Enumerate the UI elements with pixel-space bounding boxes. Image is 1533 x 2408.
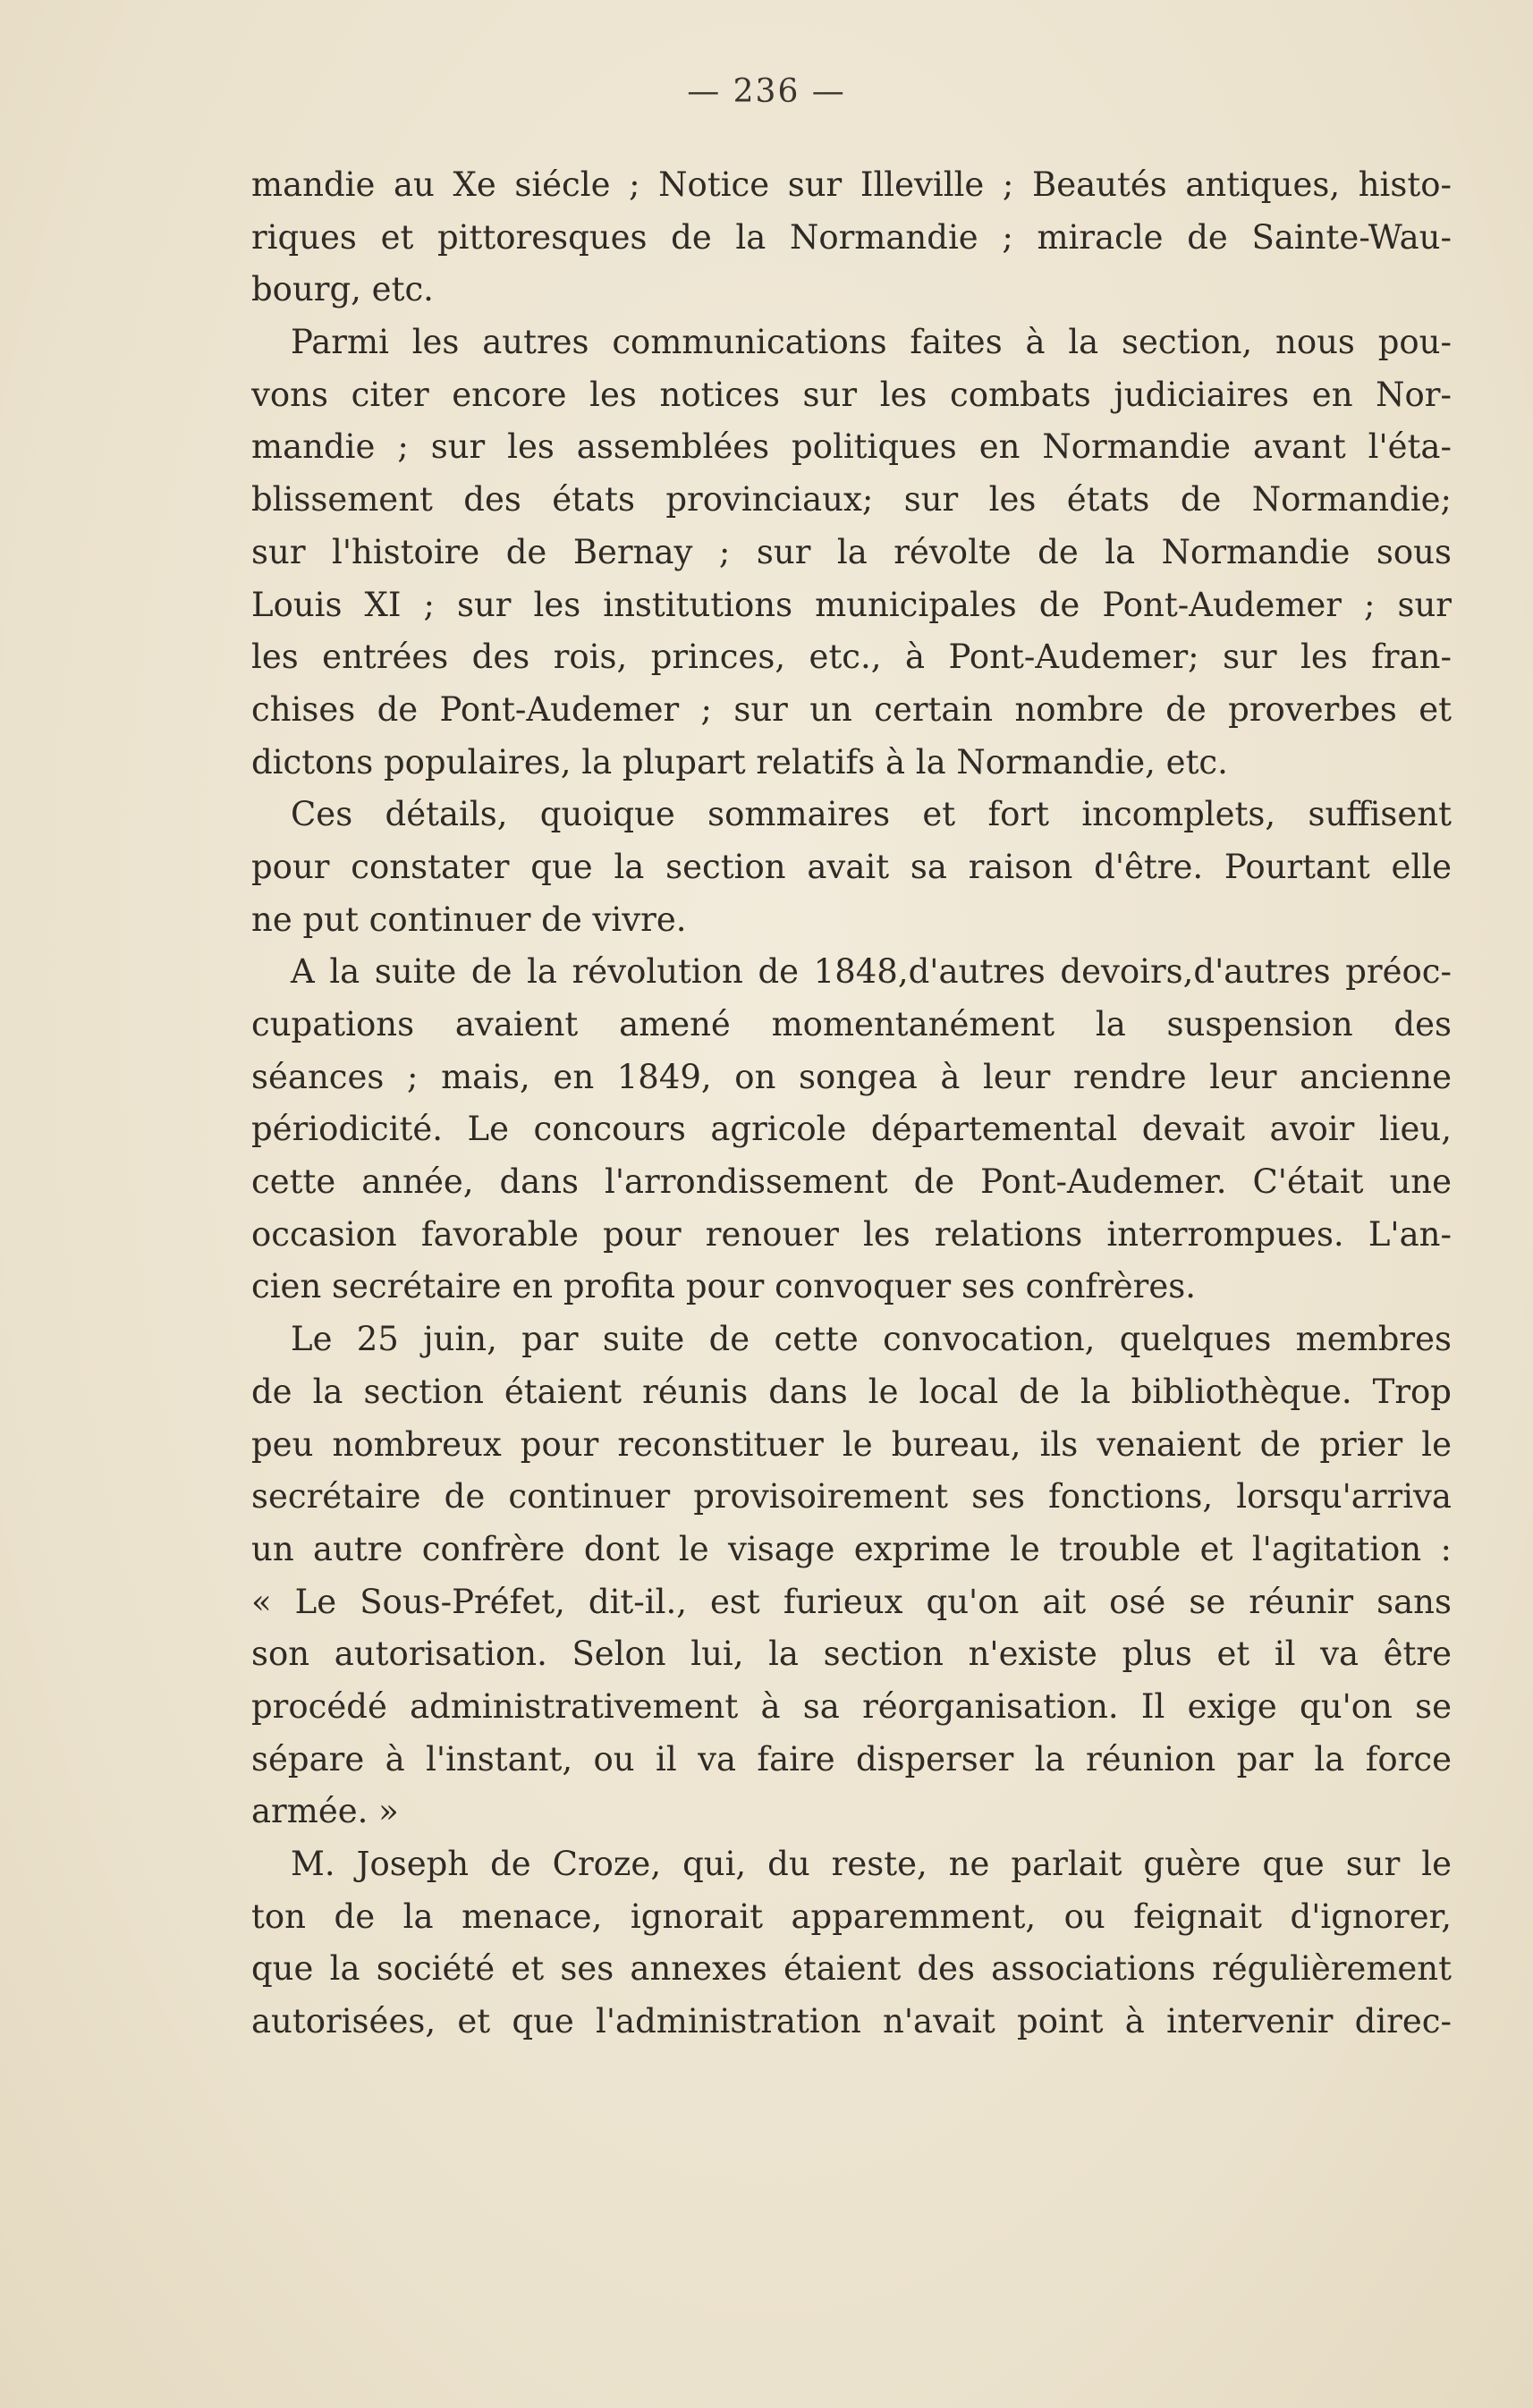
text-line: occasion favorable pour renouer les relations interrompues. L'an- <box>251 1214 1452 1254</box>
text-line: chises de Pont-Audemer ; sur un certain nombre de proverbes et <box>251 689 1452 729</box>
text-line: mandie au Xe siécle ; Notice sur Illeville ; Beautés antiques, histo- <box>251 165 1452 204</box>
text-line: A la suite de la révolution de 1848,d'autres devoirs,d'autres préoc- <box>291 952 1452 992</box>
text-line: secrétaire de continuer provisoirement ses fonctions, lorsqu'arriva <box>251 1477 1452 1517</box>
page-number: — 236 — <box>687 73 846 110</box>
text-line: ne put continuer de vivre. <box>251 900 687 939</box>
text-line: de la section étaient réunis dans le local de la bibliothèque. Trop <box>251 1372 1452 1411</box>
text-line: que la société et ses annexes étaient des associations régulièrement <box>251 1949 1452 1989</box>
text-line: peu nombreux pour reconstituer le bureau, ils venaient de prier le <box>251 1424 1452 1464</box>
text-line: sur l'histoire de Bernay ; sur la révolte de la Normandie sous <box>251 532 1452 571</box>
text-line: bourg, etc. <box>251 270 434 309</box>
text-line: pour constater que la section avait sa raison d'être. Pourtant elle <box>251 847 1452 886</box>
text-line: Le 25 juin, par suite de cette convocation, quelques membres <box>291 1320 1452 1359</box>
text-line: son autorisation. Selon lui, la section n'existe plus et il va être <box>251 1635 1452 1674</box>
text-line: dictons populaires, la plupart relatifs à la Normandie, etc. <box>251 742 1228 782</box>
text-line: cupations avaient amené momentanément la suspension des <box>251 1005 1452 1043</box>
text-line: armée. » <box>251 1792 399 1831</box>
text-line: Parmi les autres communications faites à la section, nous pou- <box>291 323 1452 362</box>
text-line: les entrées des rois, princes, etc., à Pont-Audemer; sur les fran- <box>251 638 1452 677</box>
text-line: séances ; mais, en 1849, on songea à leur rendre leur ancienne <box>251 1057 1452 1096</box>
text-line: procédé administrativement à sa réorganisation. Il exige qu'on se <box>251 1686 1452 1726</box>
text-line: sépare à l'instant, ou il va faire disperser la réunion par la force <box>251 1739 1452 1779</box>
text-line: riques et pittoresques de la Normandie ; miracle de Sainte-Wau- <box>251 217 1452 257</box>
text-line: cette année, dans l'arrondissement de Pont-Audemer. C'était une <box>251 1162 1452 1202</box>
text-line: Louis XI ; sur les institutions municipales de Pont-Audemer ; sur <box>251 585 1452 624</box>
text-line: un autre confrère dont le visage exprime le trouble et l'agitation : <box>251 1529 1452 1568</box>
text-line: périodicité. Le concours agricole départemental devait avoir lieu, <box>251 1110 1452 1149</box>
text-line: ton de la menace, ignorait apparemment, ou feignait d'ignorer, <box>251 1897 1452 1936</box>
text-line: cien secrétaire en profita pour convoquer ses confrères. <box>251 1267 1197 1306</box>
text-line: vons citer encore les notices sur les combats judiciaires en Nor- <box>251 375 1452 414</box>
text-line: M. Joseph de Croze, qui, du reste, ne parlait guère que sur le <box>291 1845 1452 1883</box>
body-text <box>251 159 1452 2049</box>
text-line: autorisées, et que l'administration n'avait point à intervenir direc- <box>251 2002 1452 2041</box>
text-line: « Le Sous-Préfet, dit-il., est furieux qu'on ait osé se réunir sans <box>251 1582 1452 1621</box>
text-line: mandie ; sur les assemblées politiques en Normandie avant l'éta- <box>251 427 1452 467</box>
text-line: blissement des états provinciaux; sur les états de Normandie; <box>251 480 1452 520</box>
text-line: Ces détails, quoique sommaires et fort incomplets, suffisent <box>291 795 1452 834</box>
